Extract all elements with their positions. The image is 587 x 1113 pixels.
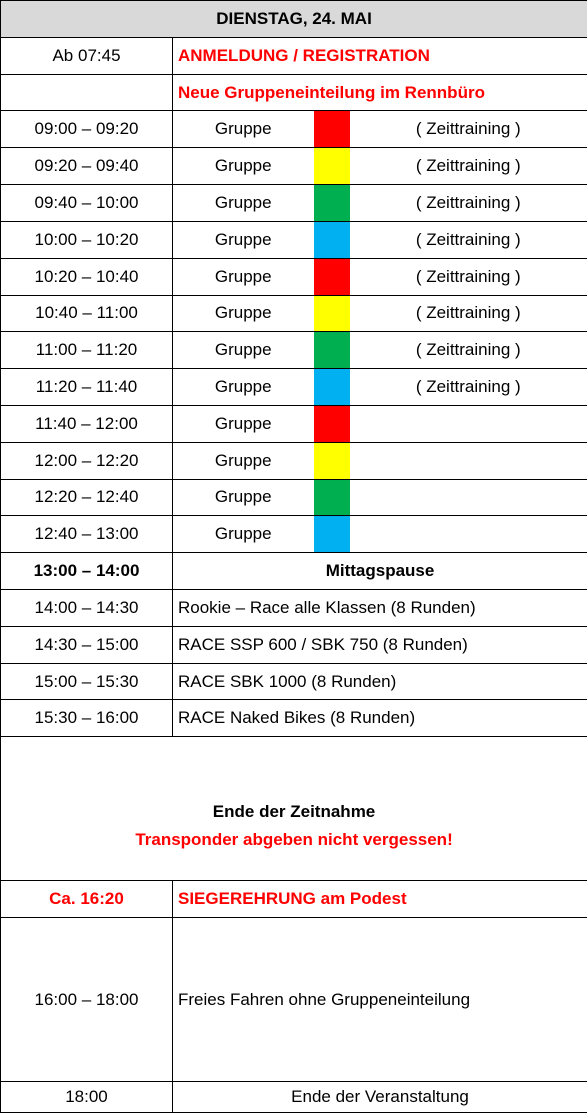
lunch-label: Mittagspause [173,553,587,590]
title-row [1,1,587,38]
ceremony-row [1,881,587,918]
race-time: 14:00 – 14:30 [1,590,173,627]
session-time: 10:20 – 10:40 [1,258,173,295]
session-group: Gruppe [173,295,314,332]
session-note: ( Zeittraining ) [350,369,587,406]
transponder-reminder: Transponder abgeben nicht vergessen! [135,829,453,849]
group-session-row [1,185,587,222]
session-time: 10:40 – 11:00 [1,295,173,332]
end-timing-row [1,737,587,881]
session-note: ( Zeittraining ) [350,258,587,295]
session-time: 12:40 – 13:00 [1,516,173,553]
race-label: RACE SBK 1000 (8 Runden) [173,663,587,700]
session-note: ( Zeittraining ) [350,221,587,258]
race-time: 15:00 – 15:30 [1,663,173,700]
race-row [1,590,587,627]
session-time: 11:00 – 11:20 [1,332,173,369]
group-session-row [1,111,587,148]
group-color-swatch [314,369,350,406]
race-label: RACE Naked Bikes (8 Runden) [173,700,587,737]
notice-empty-cell [1,74,173,111]
group-color-swatch [314,295,350,332]
free-ride-time: 16:00 – 18:00 [1,918,173,1082]
session-time: 11:40 – 12:00 [1,405,173,442]
group-color-fill [314,443,350,479]
session-group: Gruppe [173,332,314,369]
group-color-swatch [314,479,350,516]
session-group: Gruppe [173,405,314,442]
group-color-swatch [314,516,350,553]
group-color-swatch [314,332,350,369]
group-session-row [1,516,587,553]
race-label: Rookie – Race alle Klassen (8 Runden) [173,590,587,627]
group-session-row [1,258,587,295]
ceremony-time: Ca. 16:20 [1,881,173,918]
race-row [1,626,587,663]
group-notice: Neue Gruppeneinteilung im Rennbüro [173,74,587,111]
end-timing-heading: Ende der Zeitnahme [212,801,376,821]
group-color-fill [314,259,350,295]
lunch-row [1,553,587,590]
group-color-swatch [314,185,350,222]
session-note [350,479,587,516]
session-group: Gruppe [173,369,314,406]
group-color-swatch [314,258,350,295]
free-ride-row [1,918,587,1082]
group-color-swatch [314,148,350,185]
group-session-row [1,221,587,258]
group-color-fill [314,369,350,405]
session-note [350,442,587,479]
session-time: 09:20 – 09:40 [1,148,173,185]
free-ride-label: Freies Fahren ohne Gruppeneinteilung [173,918,587,1082]
session-group: Gruppe [173,148,314,185]
group-color-swatch [314,111,350,148]
group-color-fill [314,222,350,258]
session-note: ( Zeittraining ) [350,185,587,222]
event-end-row [1,1081,587,1112]
race-time: 14:30 – 15:00 [1,626,173,663]
group-color-swatch [314,405,350,442]
session-note: ( Zeittraining ) [350,111,587,148]
session-time: 09:40 – 10:00 [1,185,173,222]
day-title: DIENSTAG, 24. MAI [1,1,587,38]
event-end-label: Ende der Veranstaltung [173,1081,587,1112]
notice-row [1,74,587,111]
group-color-fill [314,148,350,184]
group-color-fill [314,406,350,442]
group-session-row [1,479,587,516]
event-end-time: 18:00 [1,1081,173,1112]
session-time: 12:00 – 12:20 [1,442,173,479]
session-note [350,405,587,442]
session-group: Gruppe [173,442,314,479]
group-color-fill [314,111,350,147]
session-group: Gruppe [173,516,314,553]
session-group: Gruppe [173,258,314,295]
group-color-fill [314,296,350,332]
session-group: Gruppe [173,221,314,258]
group-color-fill [314,185,350,221]
group-session-row [1,442,587,479]
session-group: Gruppe [173,185,314,222]
group-session-row [1,148,587,185]
group-color-fill [314,480,350,516]
session-time: 11:20 – 11:40 [1,369,173,406]
registration-time: Ab 07:45 [1,37,173,74]
race-label: RACE SSP 600 / SBK 750 (8 Runden) [173,626,587,663]
registration-label: ANMELDUNG / REGISTRATION [173,37,587,74]
session-note: ( Zeittraining ) [350,295,587,332]
session-time: 10:00 – 10:20 [1,221,173,258]
session-note [350,516,587,553]
session-group: Gruppe [173,479,314,516]
session-note: ( Zeittraining ) [350,148,587,185]
group-color-fill [314,332,350,368]
lunch-time: 13:00 – 14:00 [1,553,173,590]
race-row [1,663,587,700]
group-session-row [1,332,587,369]
group-color-fill [314,516,350,552]
ceremony-label: SIEGEREHRUNG am Podest [173,881,587,918]
race-time: 15:30 – 16:00 [1,700,173,737]
group-session-row [1,405,587,442]
session-group: Gruppe [173,111,314,148]
session-note: ( Zeittraining ) [350,332,587,369]
group-session-row [1,295,587,332]
session-time: 12:20 – 12:40 [1,479,173,516]
race-row [1,700,587,737]
group-color-swatch [314,442,350,479]
end-timing-block [1,737,587,881]
group-color-swatch [314,221,350,258]
registration-row [1,37,587,74]
group-session-row [1,369,587,406]
session-time: 09:00 – 09:20 [1,111,173,148]
